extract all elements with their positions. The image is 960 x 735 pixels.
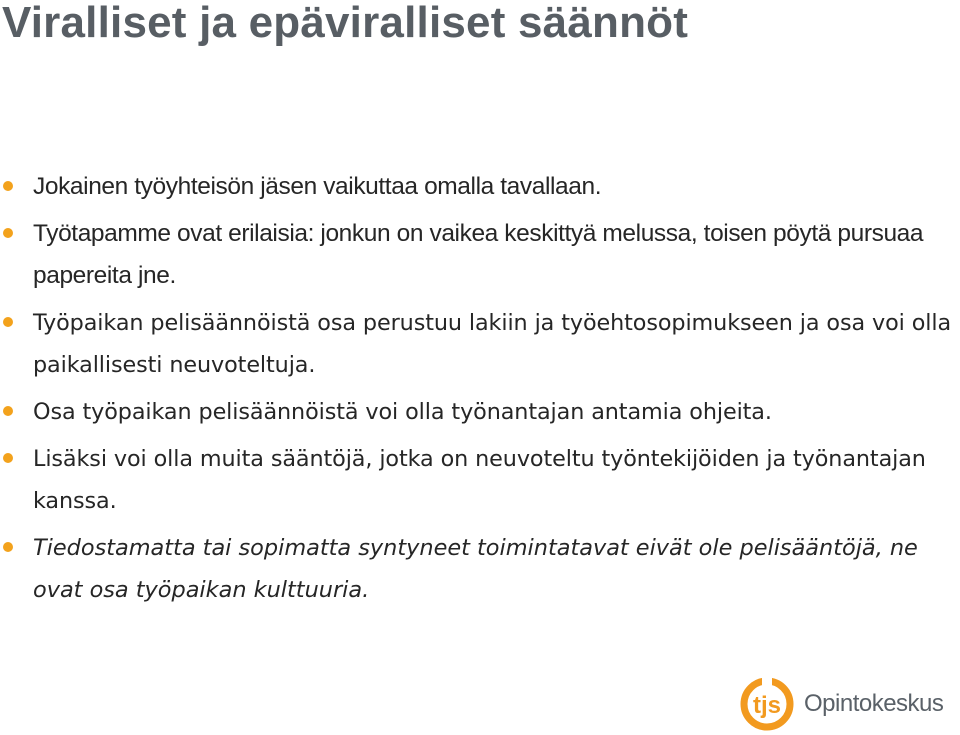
bullet-dot-icon	[3, 406, 13, 416]
bullet-item	[0, 391, 960, 433]
bullet-dot-icon	[3, 317, 13, 327]
bullet-text: Tiedostamatta tai sopimatta syntyneet toimintatavat eivät ole pelisääntöjä, ne ovat osa työpaikan kulttuuria.	[33, 535, 918, 603]
logo-name: Opintokeskus	[804, 690, 944, 717]
tjs-logo-icon	[740, 677, 794, 731]
bullet-text: Osa työpaikan pelisäännöistä voi olla työnantajan antamia ohjeita.	[33, 399, 772, 425]
bullet-list	[0, 166, 960, 616]
bullet-text: Työtapamme ovat erilaisia: jonkun on vaikea keskittyä melussa, toisen pöytä pursuaa papereita jne.	[33, 220, 924, 289]
bullet-dot-icon	[3, 453, 13, 463]
bullet-dot-icon	[3, 228, 13, 238]
logo-mark-text: tjs	[752, 692, 782, 719]
bullet-dot-icon	[3, 542, 13, 552]
bullet-item	[0, 527, 960, 611]
slide-title: Viralliset ja epäviralliset säännöt	[2, 0, 689, 47]
bullet-text: Lisäksi voi olla muita sääntöjä, jotka on neuvoteltu työntekijöiden ja työnantajan kanssa.	[33, 446, 926, 514]
bullet-text: Työpaikan pelisäännöistä osa perustuu lakiin ja työehtosopimukseen ja osa voi olla paikallisesti neuvoteltuja.	[33, 310, 952, 378]
opintokeskus-logo	[740, 677, 958, 731]
bullet-item	[0, 166, 960, 208]
bullet-item	[0, 438, 960, 522]
bullet-item	[0, 213, 960, 297]
bullet-item	[0, 302, 960, 386]
bullet-text: Jokainen työyhteisön jäsen vaikuttaa omalla tavallaan.	[33, 173, 602, 200]
bullet-dot-icon	[3, 181, 13, 191]
